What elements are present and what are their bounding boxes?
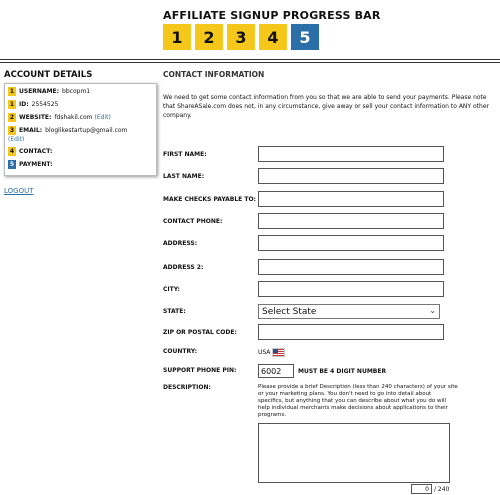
zip-input[interactable] xyxy=(258,324,444,340)
description-help-text: Please provide a brief Description (less than 240 characters) of your site or your marketing plans. You don't need to go into detail about specifics, but anything that you can describe about what you do will help individual merchants make decisions about applications to their programs. xyxy=(258,384,458,418)
progress-header xyxy=(0,0,500,60)
account-row-username xyxy=(8,87,153,96)
account-row-contact xyxy=(8,147,153,156)
address2-label: ADDRESS 2: xyxy=(163,264,204,271)
account-row-website xyxy=(8,113,153,122)
last-name-input[interactable] xyxy=(258,168,444,184)
description-label: DESCRIPTION: xyxy=(163,384,211,391)
checks-payable-input[interactable] xyxy=(258,191,444,207)
state-label: STATE: xyxy=(163,308,186,315)
logout-link[interactable]: LOGOUT xyxy=(4,187,34,195)
contact-phone-input[interactable] xyxy=(258,213,444,229)
step-badge: 1 xyxy=(9,88,15,95)
id-label: ID: xyxy=(19,101,29,108)
chevron-down-icon: ⌄ xyxy=(429,306,436,315)
progress-title: AFFILIATE SIGNUP PROGRESS BAR xyxy=(163,9,381,22)
step-badge: 3 xyxy=(9,127,15,134)
header-divider xyxy=(0,59,500,60)
account-details-box xyxy=(4,83,157,176)
support-pin-input[interactable]: 6002 xyxy=(258,364,294,378)
character-count-field: 0 xyxy=(411,484,432,494)
country-label: COUNTRY: xyxy=(163,348,198,355)
contact-phone-label: CONTACT PHONE: xyxy=(163,218,223,225)
first-name-input[interactable] xyxy=(258,146,444,162)
progress-steps xyxy=(163,24,319,50)
support-pin-label: SUPPORT PHONE PIN: xyxy=(163,367,237,374)
first-name-label: FIRST NAME: xyxy=(163,151,207,158)
progress-step-4: 4 xyxy=(259,24,287,50)
account-row-email xyxy=(8,126,153,135)
website-value: fdshakil.com xyxy=(54,114,93,121)
username-value: bbcopm1 xyxy=(62,88,91,95)
address-label: ADDRESS: xyxy=(163,240,198,247)
country-text: USA xyxy=(258,349,271,356)
id-value: 2554525 xyxy=(31,101,59,108)
contact-intro-text: We need to get some contact information from you so that we are able to send your payments. Please note that ShareASale.com does not, in any circumstance, give away or sell your contact information to ANY other company. xyxy=(163,94,489,119)
character-counter xyxy=(411,484,449,494)
address-input[interactable] xyxy=(258,235,444,251)
website-edit-link[interactable]: (Edit) xyxy=(94,114,111,121)
country-value xyxy=(258,348,285,357)
city-label: CITY: xyxy=(163,286,180,293)
last-name-label: LAST NAME: xyxy=(163,173,205,180)
checks-payable-label: MAKE CHECKS PAYABLE TO: xyxy=(163,196,256,203)
us-flag-icon xyxy=(272,348,285,357)
step-badge: 4 xyxy=(9,148,15,155)
website-label: WEBSITE: xyxy=(19,114,52,121)
payment-label: PAYMENT: xyxy=(19,161,53,168)
city-input[interactable] xyxy=(258,281,444,297)
state-select[interactable] xyxy=(258,304,440,319)
email-value: bloglikestartup@gmail.com xyxy=(45,127,128,134)
header-divider-2 xyxy=(0,62,500,63)
username-label: USERNAME: xyxy=(19,88,60,95)
step-badge-active: 5 xyxy=(9,161,15,168)
account-details-title: ACCOUNT DETAILS xyxy=(4,70,93,80)
email-edit-link[interactable]: (Edit) xyxy=(8,136,25,143)
contact-information-title: CONTACT INFORMATION xyxy=(163,70,265,79)
state-select-value: Select State xyxy=(262,306,317,317)
contact-section-title-wrap xyxy=(163,70,493,79)
account-row-payment xyxy=(8,160,153,169)
address2-input[interactable] xyxy=(258,259,444,275)
zip-label: ZIP OR POSTAL CODE: xyxy=(163,329,237,336)
progress-step-1: 1 xyxy=(163,24,191,50)
step-badge: 1 xyxy=(9,101,15,108)
progress-step-2: 2 xyxy=(195,24,223,50)
progress-step-5-active: 5 xyxy=(291,24,319,50)
step-badge: 2 xyxy=(9,114,15,121)
pin-requirement-note: MUST BE 4 DIGIT NUMBER xyxy=(298,368,387,375)
account-sidebar xyxy=(4,70,154,176)
character-max: / 240 xyxy=(434,485,450,493)
contact-label: CONTACT: xyxy=(19,148,53,155)
email-label: EMAIL: xyxy=(19,127,43,134)
progress-step-3: 3 xyxy=(227,24,255,50)
account-row-id xyxy=(8,100,153,109)
description-textarea[interactable] xyxy=(258,423,450,483)
